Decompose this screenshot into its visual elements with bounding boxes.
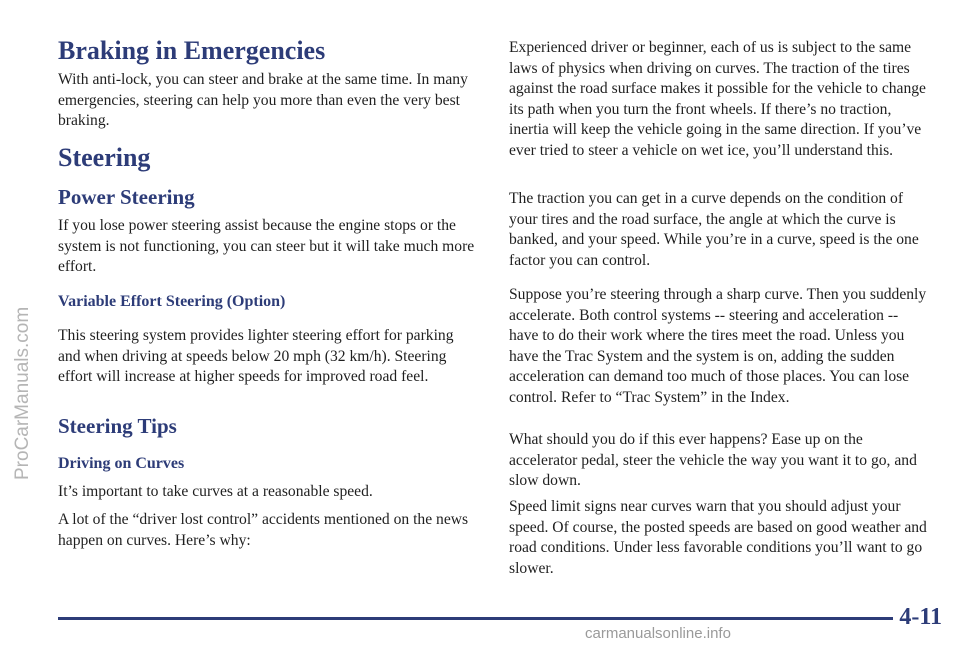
bottom-watermark: carmanualsonline.info: [585, 625, 731, 642]
page-number: 4-11: [893, 603, 942, 631]
paragraph-curves-speed: It’s important to take curves at a reasonable speed.: [58, 483, 373, 500]
paragraph-acceleration: Suppose you’re steering through a sharp curve. Then you suddenly accelerate. Both control systems -- steering and acceleration -- have to do their work where the tires meet the road. Unless you have the Trac System and the system is on, adding the sudden acceleration can demand too much of those places. You can lose control. Refer to “Trac System” in the Index.: [509, 286, 927, 406]
paragraph-variable-effort: This steering system provides lighter steering effort for parking and when driving at speeds below 20 mph (32 km/h). Steering effort will increase at higher speeds for improved road feel.: [58, 327, 454, 385]
paragraph-curves-accidents: A lot of the “driver lost control” accidents mentioned on the news happen on curves. Here’s why:: [58, 511, 469, 549]
paragraph-braking: With anti-lock, you can steer and brake at the same time. In many emergencies, steering can help you more than even the very best braking.: [58, 71, 468, 129]
footer-rule: [58, 617, 916, 620]
heading-variable-effort-steering: Variable Effort Steering (Option): [58, 293, 286, 310]
heading-steering: Steering: [58, 143, 151, 172]
heading-power-steering: Power Steering: [58, 185, 195, 209]
paragraph-power-steering: If you lose power steering assist because the engine stops or the system is not functioning, you can steer but it will take much more effort.: [58, 217, 475, 275]
side-watermark: [6, 0, 36, 646]
paragraph-physics: Experienced driver or beginner, each of us is subject to the same laws of physics when driving on curves. The traction of the tires against the road surface makes it possible for the vehicle to change its path when you turn the front wheels. If there’s no traction, inertia will keep the vehicle going in the same direction. If you’ve ever tried to steer a vehicle on wet ice, you’ll understand this.: [509, 39, 926, 159]
heading-driving-on-curves: Driving on Curves: [58, 455, 185, 472]
paragraph-speed-limit-signs: Speed limit signs near curves warn that you should adjust your speed. Of course, the posted speeds are based on good weather and road conditions. Under less favorable conditions you’ll want to go slower.: [509, 498, 927, 577]
heading-braking-in-emergencies: Braking in Emergencies: [58, 36, 326, 65]
paragraph-traction: The traction you can get in a curve depends on the condition of your tires and the road surface, the angle at which the curve is banked, and your speed. While you’re in a curve, speed is the one factor you can control.: [509, 190, 919, 269]
heading-steering-tips: Steering Tips: [58, 414, 177, 438]
side-watermark-text: ProCarManuals.com: [12, 306, 33, 480]
paragraph-what-to-do: What should you do if this ever happens? Ease up on the accelerator pedal, steer the vehicle the way you want it to go, and slow down.: [509, 431, 917, 489]
